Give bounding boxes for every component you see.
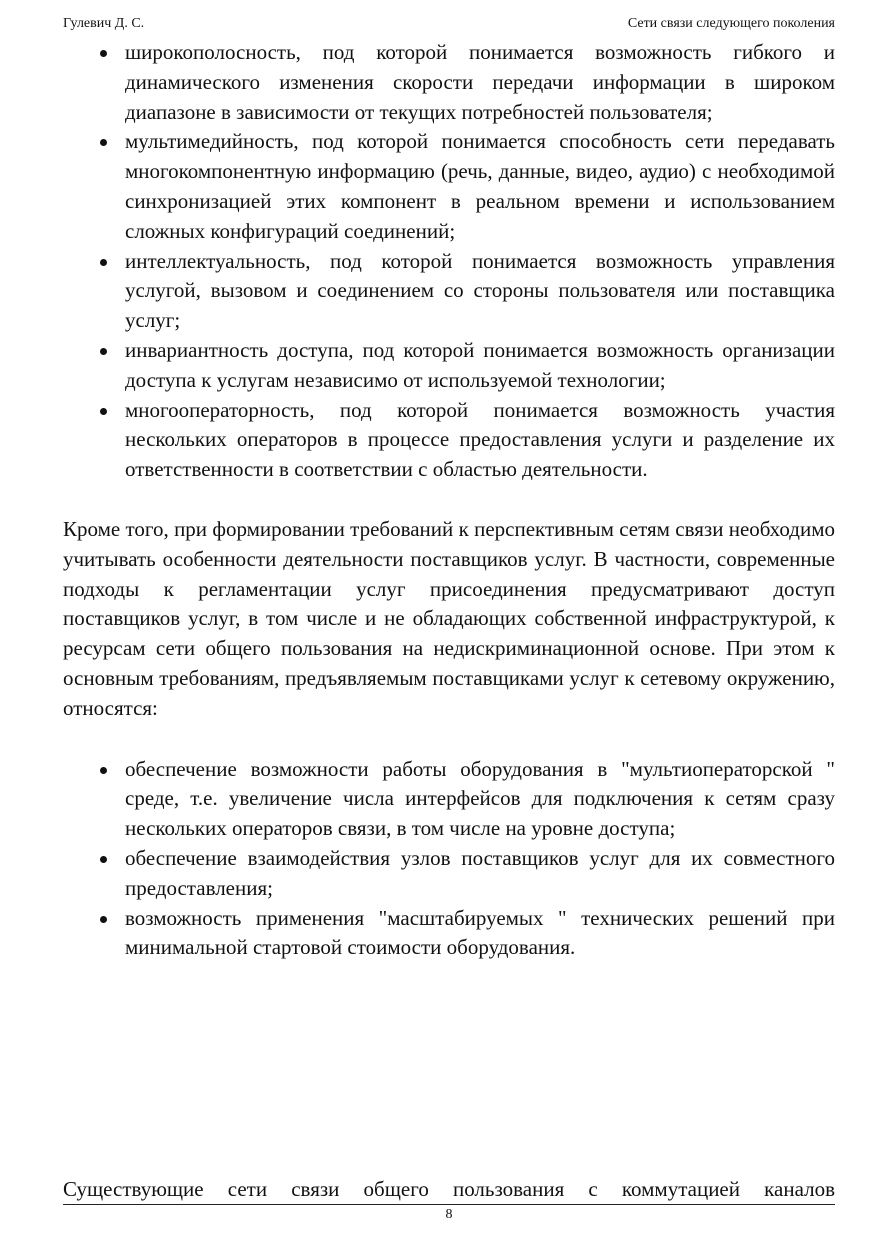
bullet-icon <box>100 916 107 923</box>
list-item-text: интеллектуальность, под которой понимается возможность управления услугой, вызовом и соединением со стороны пользователя или поставщика услуг; <box>125 248 835 333</box>
bullet-icon <box>100 856 107 863</box>
header-author: Гулевич Д. С. <box>63 16 145 31</box>
list-item-text: мультимедийность, под которой понимается способность сети передавать многокомпонентную информацию (речь, данные, видео, аудио) с необходимой синхронизацией этих компонент в реальном времени и использованием сложных конфигураций соединений; <box>125 129 835 243</box>
bullet-icon <box>100 348 107 355</box>
spacer <box>63 485 835 515</box>
page-number: 8 <box>445 1207 453 1222</box>
page-footer <box>63 1206 835 1224</box>
list-item-text: возможность применения "масштабируемых " технических решений при минимальной стартовой стоимости оборудования. <box>125 905 835 960</box>
list-item <box>63 127 835 246</box>
bullet-icon <box>100 259 107 266</box>
list-item <box>63 336 835 396</box>
list-item-text: широкополосность, под которой понимается возможность гибкого и динамического изменения скорости передачи информации в широком диапазоне в зависимости от текущих потребностей пользователя; <box>125 40 835 124</box>
list-item <box>63 904 835 964</box>
bullet-icon <box>100 139 107 146</box>
header-title: Сети связи следующего поколения <box>627 16 835 31</box>
list-item <box>63 396 835 485</box>
list-item-text: многооператорность, под которой понимается возможность участия нескольких операторов в процессе предоставления услуги и разделение их ответственности в соответствии с областью деятельности. <box>125 397 835 482</box>
body-paragraph-continued: Существующие сети связи общего пользования с коммутацией каналов <box>63 1177 835 1201</box>
bullet-icon <box>100 50 107 57</box>
list-item <box>63 38 835 127</box>
page-header <box>63 14 835 34</box>
list-item-text: обеспечение возможности работы оборудования в "мультиоператорской " среде, т.е. увеличение числа интерфейсов для подключения к сетям сразу нескольких операторов связи, в том числе на уровне доступа; <box>125 756 835 841</box>
spacer <box>63 724 835 755</box>
body-paragraph: Кроме того, при формировании требований к перспективным сетям связи необходимо учитывать особенности деятельности поставщиков услуг. В частности, современные подходы к регламентации услуг присоединения предусматривают доступ поставщиков услуг, в том числе и не обладающих собственной инфраструктурой, к ресурсам сети общего пользования на недискриминационной основе. При этом к основным требованиям, предъявляемым поставщиками услуг к сетевому окружению, относятся: <box>63 516 835 720</box>
list-item <box>63 247 835 336</box>
list-item-text: обеспечение взаимодействия узлов поставщиков услуг для их совместного предоставления; <box>125 845 835 900</box>
page-content <box>63 38 835 963</box>
list-item <box>63 755 835 844</box>
feature-list <box>63 38 835 485</box>
bullet-icon <box>100 408 107 415</box>
bullet-icon <box>100 767 107 774</box>
list-item-text: инвариантность доступа, под которой понимается возможность организации доступа к услугам независимо от используемой технологии; <box>125 337 835 392</box>
list-item <box>63 844 835 904</box>
footer-divider <box>63 1204 835 1205</box>
requirements-list <box>63 755 835 964</box>
